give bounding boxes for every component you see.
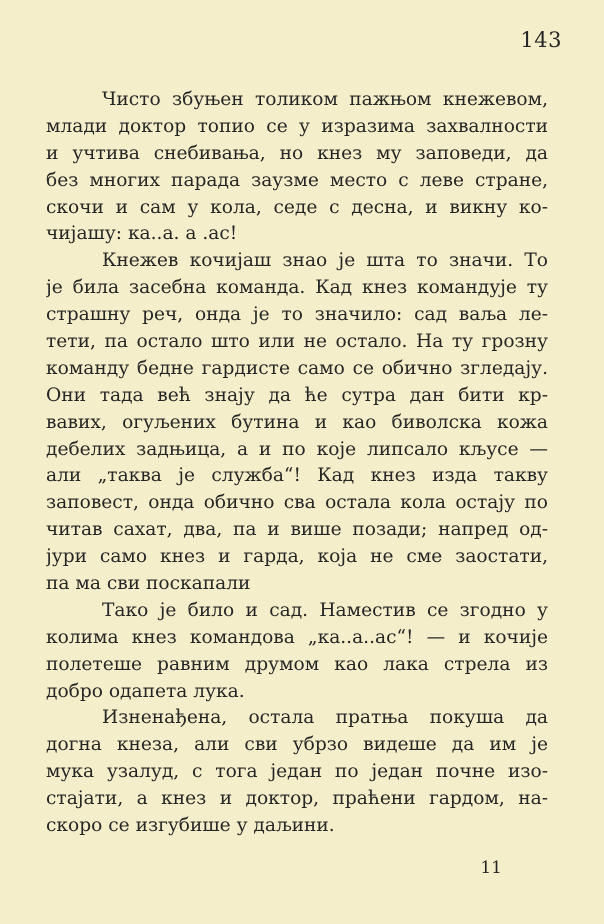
text-line: скоро се изгубише у даљини.: [46, 815, 335, 837]
text-line: заповест, онда обично сва остала кола остају по: [46, 492, 548, 514]
text-line: Кнежев кочијаш знао је шта то значи. То: [102, 250, 548, 272]
text-line: Тако је било и сад. Наместив се згодно у: [102, 599, 548, 621]
page-number: 143: [520, 28, 562, 52]
text-line: Изненађена, остала пратња покуша да: [102, 707, 548, 729]
paragraph-4: [46, 705, 548, 839]
text-line: без многих парада заузме место с леве стране,: [46, 169, 548, 191]
text-line: команду бедне гардисте само се обично згледају.: [46, 357, 548, 379]
text-line: тети, па остало што или не остало. На ту грозну: [46, 331, 548, 353]
text-line: јури само кнез и гарда, која не сме заостати,: [46, 546, 548, 568]
text-line: добро одапета лука.: [46, 680, 245, 702]
text-line: Чисто збуњен толиком пажњом кнежевом,: [102, 89, 548, 110]
text-line: па ма сви поскапали: [46, 573, 251, 595]
text-line: скочи и сам у кола, седе с десна, и викну ко-: [46, 196, 548, 218]
text-line: догна кнеза, али сви убрзо видеше да им је: [46, 734, 548, 756]
body-text: [46, 87, 548, 840]
text-line: читав сахат, два, па и више позади; напред од-: [46, 519, 548, 541]
signature-mark: 11: [480, 858, 502, 878]
text-line: страшну реч, онда је то значило: сад ваља ле-: [46, 304, 548, 326]
paragraph-1: [46, 87, 548, 248]
text-line: је била засебна команда. Кад кнез командује ту: [46, 277, 548, 299]
paragraph-2: [46, 248, 548, 598]
text-line: мука узалуд, с тога један по један почне изо-: [46, 761, 548, 783]
text-line: вавих, огуљених бутина и као биволска кожа: [46, 411, 548, 433]
text-line: дебелих задњица, а и по које липсало кљусе —: [46, 438, 548, 460]
text-line: полетеше равним друмом као лака стрела из: [46, 653, 548, 675]
paragraph-3: [46, 598, 548, 706]
text-line: Они тада већ знају да ће сутра дан бити кр-: [46, 384, 548, 406]
text-line: и учтива снебивања, но кнез му заповеди, да: [46, 142, 548, 164]
text-line: млади доктор топио се у изразима захвалности: [46, 115, 548, 137]
text-line: колима кнез командова „ка..а..ас“! — и кочије: [46, 626, 548, 648]
text-line: стајати, а кнез и доктор, праћени гардом, на-: [46, 788, 548, 810]
text-line: чијашу: ка..а. а .ас!: [46, 223, 238, 245]
text-line: али „таква је служба“! Кад кнез изда такву: [46, 465, 548, 487]
